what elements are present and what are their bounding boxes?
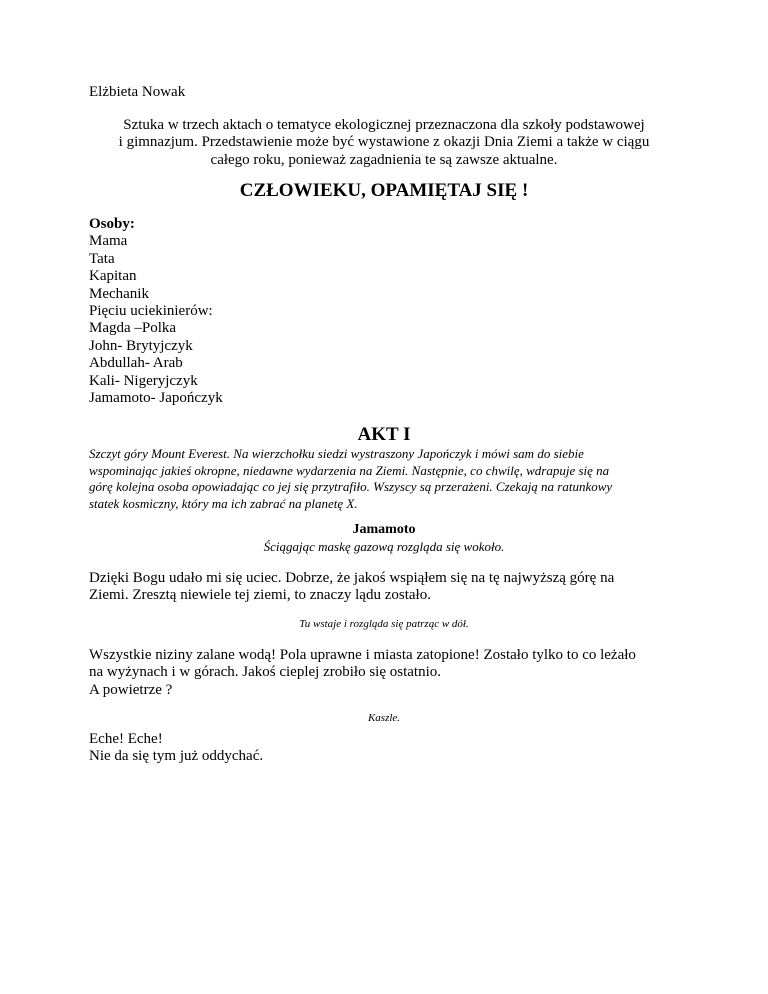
- speech-paragraph: [89, 570, 679, 605]
- description-line: Szczyt góry Mount Everest. Na wierzchołku siedzi wystraszony Japończyk i mówi sam do siebie: [89, 446, 584, 461]
- cast-member: Tata: [89, 250, 115, 267]
- cast-member: Mechanik: [89, 285, 149, 302]
- act-description: [89, 446, 679, 512]
- cast-member: John- Brytyjczyk: [89, 337, 193, 354]
- speech-line: Dzięki Bogu udało mi się uciec. Dobrze, że jakoś wspiąłem się na tę najwyższą górę na: [89, 570, 615, 586]
- play-title: CZŁOWIEKU, OPAMIĘTAJ SIĘ !: [239, 180, 529, 201]
- speech-line: Ziemi. Zresztą niewiele tej ziemi, to znaczy lądu zostało.: [89, 587, 431, 604]
- stage-direction: Kaszle.: [367, 712, 401, 724]
- cast-member: Mama: [89, 233, 128, 250]
- intro-line: i gimnazjum. Przedstawienie może być wystawione z okazji Dnia Ziemi a także w ciągu: [118, 134, 650, 151]
- speech-line: Nie da się tym już oddychać.: [89, 748, 264, 765]
- intro-line: całego roku, ponieważ zagadnienia te są zawsze aktualne.: [210, 151, 558, 168]
- intro-line: Sztuka w trzech aktach o tematyce ekologicznej przeznaczona dla szkoły podstawowej: [123, 117, 645, 133]
- speech-paragraph: [89, 731, 679, 766]
- speech-line: Wszystkie niziny zalane wodą! Pola uprawne i miasta zatopione! Zostało tylko to co leżało: [89, 647, 636, 663]
- speaker-name: Jamamoto: [352, 522, 416, 537]
- intro-paragraph: [89, 117, 679, 169]
- speech-line: Eche! Eche!: [89, 731, 163, 747]
- act-heading: AKT I: [357, 424, 411, 445]
- cast-member: Jamamoto- Japończyk: [89, 390, 223, 407]
- cast-member: Pięciu uciekinierów:: [89, 303, 213, 320]
- author-name: Elżbieta Nowak: [89, 84, 186, 100]
- stage-direction: Ściągając maskę gazową rozgląda się wokoło.: [263, 539, 505, 554]
- description-line: górę kolejna osoba opowiadając co jej się przytrafiło. Wszyscy są przerażeni. Czekają na ratunkowy: [89, 479, 613, 494]
- cast-heading: Osoby:: [89, 216, 135, 232]
- cast-member: Kali- Nigeryjczyk: [89, 372, 198, 389]
- cast-member: Abdullah- Arab: [89, 355, 183, 372]
- speech-line: A powietrze ?: [89, 681, 173, 698]
- speech-paragraph: [89, 647, 679, 699]
- speech-line: na wyżynach i w górach. Jakoś cieplej zrobiło się ostatnio.: [89, 664, 441, 681]
- description-line: wspominając jakieś okropne, niedawne wydarzenia na Ziemi. Następnie, co chwilę, wdrapuje się na: [89, 462, 610, 478]
- cast-list: [89, 216, 679, 407]
- cast-member: Kapitan: [89, 268, 137, 285]
- stage-direction: Tu wstaje i rozgląda się patrząc w dół.: [299, 618, 469, 630]
- cast-member: Magda –Polka: [89, 320, 177, 337]
- description-line: statek kosmiczny, który ma ich zabrać na planetę X.: [89, 495, 358, 511]
